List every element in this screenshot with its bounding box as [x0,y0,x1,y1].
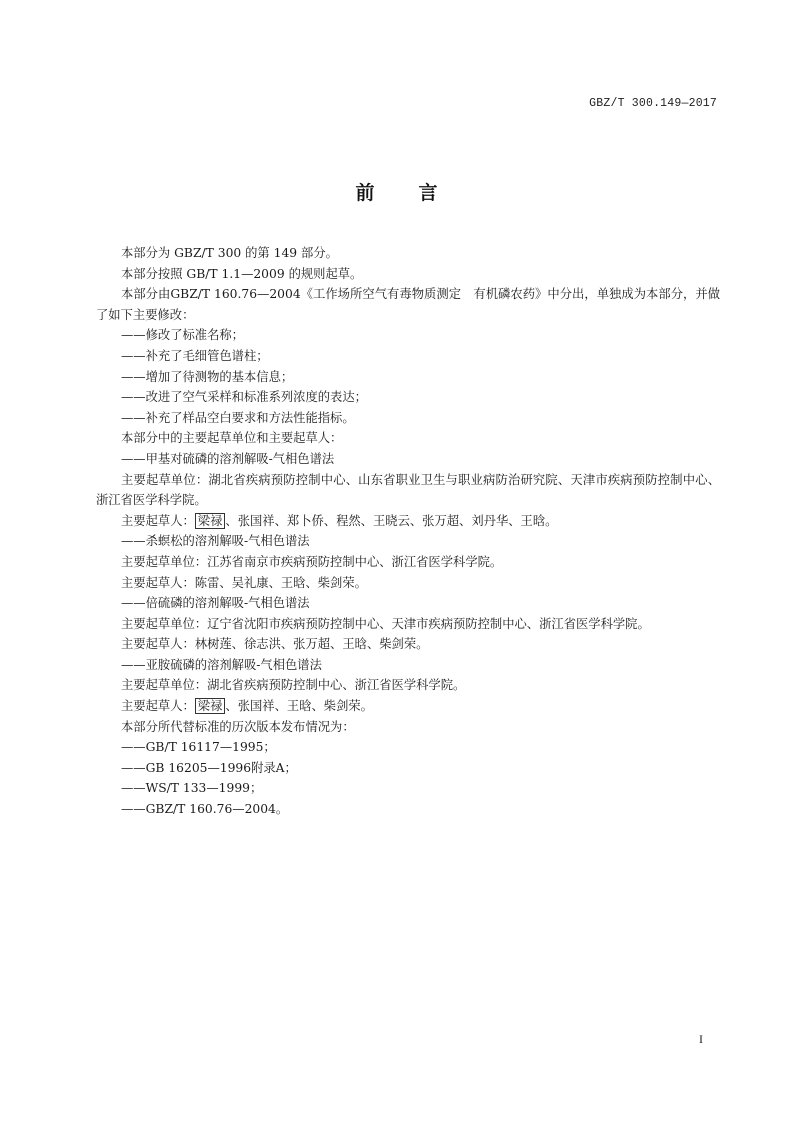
drafters: 主要起草人：林树莲、徐志洪、张万超、王晗、柴剑荣。 [121,637,429,652]
paragraph-origin: 本部分由GBZ/T 160.76—2004《工作场所空气有毒物质测定 有机磷农药》中分出，单独成为本部分，并做了如下主要修改： [96,287,720,322]
drafters-names: 、张国祥、王晗、柴剑荣。 [225,699,373,714]
page-number: I [699,1032,703,1046]
change-item: ——改进了空气采样和标准系列浓度的表达； [121,390,367,405]
drafters [96,696,720,717]
history-item: ——GB/T 16117—1995； [121,740,276,755]
standard-number: GBZ/T 300.149—2017 [589,97,717,110]
history-item: ——GBZ/T 160.76—2004。 [121,802,289,817]
foreword-body [96,243,720,820]
drafters-names: 、张国祥、郑卜侨、程然、王晓云、张万超、刘丹华、王晗。 [225,513,558,528]
method-heading: ——倍硫磷的溶剂解吸-气相色谱法 [121,596,310,611]
method-heading: ——亚胺硫磷的溶剂解吸-气相色谱法 [121,657,322,672]
drafting-units: 主要起草单位：湖北省疾病预防控制中心、浙江省医学科学院。 [121,678,466,693]
change-item: ——修改了标准名称； [121,328,244,343]
boxed-name: 梁禄 [195,513,226,529]
method-heading: ——甲基对硫磷的溶剂解吸-气相色谱法 [121,451,335,466]
drafters-label: 主要起草人： [121,699,195,714]
drafters [96,511,720,532]
change-item: ——增加了待测物的基本信息； [121,369,294,384]
paragraph-drafters-intro: 本部分中的主要起草单位和主要起草人： [121,431,343,446]
paragraph-part-number: 本部分为 GBZ/T 300 的第 149 部分。 [121,246,338,260]
paragraph-history-intro: 本部分所代替标准的历次版本发布情况为： [121,719,355,734]
boxed-name: 梁禄 [195,698,226,714]
title-char-2: 言 [418,182,438,204]
drafters-label: 主要起草人： [121,513,195,528]
history-item: ——WS/T 133—1999； [121,781,263,796]
change-item: ——补充了样品空白要求和方法性能指标。 [121,410,355,425]
method-heading: ——杀螟松的溶剂解吸-气相色谱法 [121,534,310,549]
history-item: ——GB 16205—1996附录A； [121,760,297,775]
page-title [0,178,793,205]
drafting-units: 主要起草单位：辽宁省沈阳市疾病预防控制中心、天津市疾病预防控制中心、浙江省医学科学院。 [121,616,650,631]
drafters: 主要起草人：陈雷、吴礼康、王晗、柴剑荣。 [121,575,367,590]
change-item: ——补充了毛细管色谱柱； [121,348,269,363]
title-char-1: 前 [355,182,375,204]
drafting-units: 主要起草单位：江苏省南京市疾病预防控制中心、浙江省医学科学院。 [121,554,503,569]
drafting-units: 主要起草单位：湖北省疾病预防控制中心、山东省职业卫生与职业病防治研究院、天津市疾病预防控制中心、浙江省医学科学院。 [96,472,720,508]
paragraph-drafting-rules: 本部分按照 GB/T 1.1—2009 的规则起草。 [121,266,363,281]
